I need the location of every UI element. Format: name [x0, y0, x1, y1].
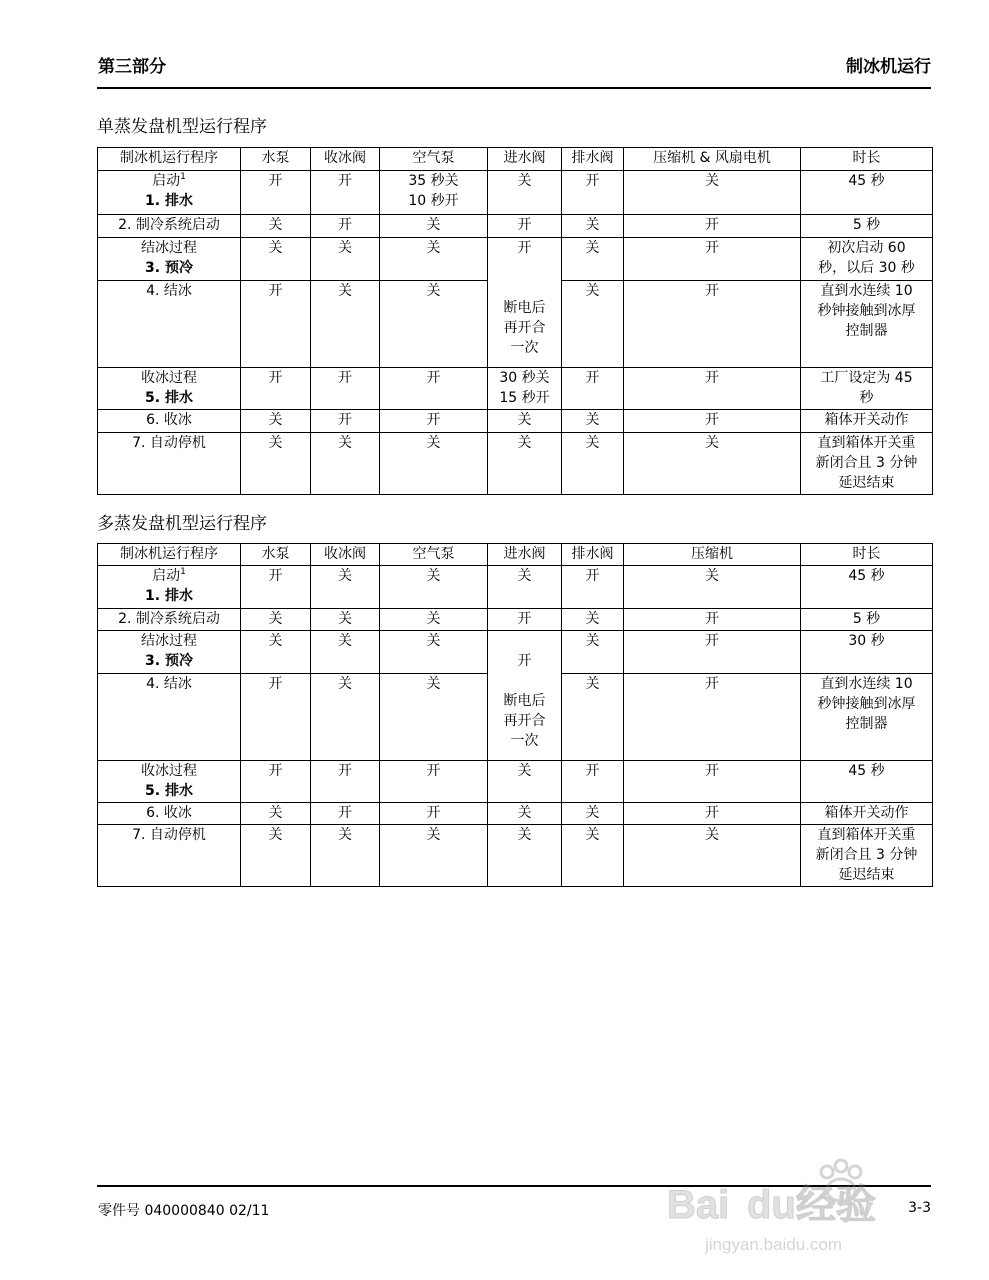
cell-line: 初次启动 60 — [827, 240, 906, 256]
cell: 关 — [311, 609, 380, 631]
svg-text:du经验: du经验 — [747, 1183, 876, 1227]
cell: 关 — [311, 674, 380, 761]
cell-line: 秒，以后 30 秒 — [818, 260, 915, 276]
cell — [488, 238, 562, 368]
cell: 关 — [562, 410, 624, 433]
cell — [488, 631, 562, 761]
cell-line: 直到箱体开关重 — [817, 435, 916, 451]
cell: 关 — [311, 433, 380, 495]
cell-line: 秒钟接触到冰厚 — [817, 696, 916, 712]
col-header: 水泵 — [241, 148, 311, 171]
step-cell — [98, 631, 241, 674]
cell: 开 — [241, 674, 311, 761]
cell: 关 — [488, 803, 562, 825]
cell: 45 秒 — [801, 566, 933, 609]
table1-title: 单蒸发盘机型运行程序 — [97, 117, 267, 137]
baidu-watermark-logo — [657, 1152, 927, 1262]
cell: 开 — [311, 803, 380, 825]
cell: 关 — [241, 631, 311, 674]
col-header: 压缩机 — [624, 544, 801, 566]
col-header: 水泵 — [241, 544, 311, 566]
cell: 开 — [562, 368, 624, 410]
step-cell: 2. 制冷系统启动 — [98, 609, 241, 631]
part-number: 零件号 040000840 02/11 — [98, 1203, 270, 1219]
table-header-row — [98, 544, 933, 566]
cell: 关 — [488, 433, 562, 495]
cell-line: 控制器 — [845, 716, 888, 732]
table-row — [98, 631, 933, 674]
col-header: 制冰机运行程序 — [98, 544, 241, 566]
step-cell: 7. 自动停机 — [98, 433, 241, 495]
step-name: 收冰过程 — [141, 370, 197, 386]
step-cell — [98, 238, 241, 281]
col-header: 收冰阀 — [311, 544, 380, 566]
cell: 关 — [380, 674, 488, 761]
cell-line: 10 秒开 — [408, 193, 459, 209]
cell-line: 15 秒开 — [499, 390, 550, 406]
multi-evaporator-table — [97, 543, 933, 887]
cell: 开 — [624, 631, 801, 674]
col-header: 制冰机运行程序 — [98, 148, 241, 171]
cell: 开 — [624, 803, 801, 825]
cell-line: 新闭合且 3 分钟 — [815, 847, 918, 863]
cell: 开 — [311, 171, 380, 215]
footnote-marker: 1 — [180, 172, 186, 182]
cell: 关 — [488, 566, 562, 609]
cell: 关 — [241, 803, 311, 825]
cell: 关 — [488, 825, 562, 887]
cell-line: 30 秒关 — [499, 370, 550, 386]
cell: 45 秒 — [801, 171, 933, 215]
cell: 关 — [380, 609, 488, 631]
cell-line: 直到水连续 10 — [820, 676, 913, 692]
cell-line: 延迟结束 — [838, 475, 895, 491]
cell: 关 — [562, 631, 624, 674]
table-row — [98, 609, 933, 631]
cell-line: 秒钟接触到冰厚 — [817, 303, 916, 319]
cell: 开 — [624, 281, 801, 368]
step-sub: 3. 预冷 — [145, 260, 193, 276]
step-cell — [98, 368, 241, 410]
page-number: 3-3 — [908, 1200, 931, 1216]
cell: 开 — [380, 803, 488, 825]
cell: 关 — [311, 281, 380, 368]
cell — [801, 281, 933, 368]
cell: 关 — [488, 410, 562, 433]
cell: 关 — [624, 566, 801, 609]
cell: 关 — [241, 410, 311, 433]
cell: 关 — [562, 803, 624, 825]
col-header: 进水阀 — [488, 544, 562, 566]
step-cell — [98, 761, 241, 803]
cell: 开 — [311, 215, 380, 238]
cell: 关 — [241, 433, 311, 495]
cell-line: 直到水连续 10 — [820, 283, 913, 299]
cell-line: 一次 — [510, 340, 539, 356]
cell: 关 — [380, 825, 488, 887]
cell: 关 — [562, 215, 624, 238]
cell: 开 — [624, 609, 801, 631]
cell: 开 — [624, 674, 801, 761]
step-cell: 2. 制冷系统启动 — [98, 215, 241, 238]
cell — [801, 825, 933, 887]
cell-line: 直到箱体开关重 — [817, 827, 916, 843]
cell: 关 — [241, 609, 311, 631]
cell: 关 — [380, 281, 488, 368]
cell: 5 秒 — [801, 215, 933, 238]
cell: 开 — [241, 761, 311, 803]
cell: 关 — [380, 631, 488, 674]
table-row — [98, 566, 933, 609]
cell: 关 — [488, 171, 562, 215]
svg-text:jingyan.baidu.com: jingyan.baidu.com — [705, 1235, 843, 1254]
cell-line: 工厂设定为 45 — [820, 370, 913, 386]
step-sub: 5. 排水 — [145, 390, 193, 406]
cell: 开 — [380, 368, 488, 410]
step-name: 结冰过程 — [141, 240, 197, 256]
step-name: 启动 — [152, 568, 181, 584]
cell: 开 — [624, 368, 801, 410]
cell — [801, 433, 933, 495]
cell: 关 — [488, 761, 562, 803]
cell: 开 — [562, 171, 624, 215]
col-header: 空气泵 — [380, 544, 488, 566]
cell: 关 — [241, 825, 311, 887]
cell-line: 一次 — [510, 733, 539, 749]
cell: 关 — [624, 171, 801, 215]
cell: 关 — [562, 433, 624, 495]
cell — [488, 368, 562, 410]
cell-line: 开 — [517, 240, 532, 256]
cell: 关 — [562, 825, 624, 887]
cell: 关 — [624, 825, 801, 887]
cell-line: 开 — [517, 653, 532, 669]
cell — [380, 171, 488, 215]
cell: 关 — [380, 238, 488, 281]
cell: 开 — [380, 761, 488, 803]
col-header: 时长 — [801, 148, 933, 171]
cell: 关 — [380, 566, 488, 609]
step-cell — [98, 171, 241, 215]
footnote-marker: 1 — [180, 567, 186, 577]
cell: 关 — [311, 238, 380, 281]
table-row — [98, 171, 933, 215]
step-cell: 4. 结冰 — [98, 674, 241, 761]
cell: 关 — [241, 238, 311, 281]
step-sub: 3. 预冷 — [145, 653, 193, 669]
cell: 关 — [311, 631, 380, 674]
step-sub: 1. 排水 — [145, 588, 193, 604]
table-row — [98, 410, 933, 433]
single-evaporator-table — [97, 147, 933, 495]
cell: 5 秒 — [801, 609, 933, 631]
cell: 开 — [624, 410, 801, 433]
col-header: 压缩机 & 风扇电机 — [624, 148, 801, 171]
chapter-title: 制冰机运行 — [846, 57, 931, 77]
cell: 关 — [311, 566, 380, 609]
cell: 开 — [488, 215, 562, 238]
cell: 开 — [624, 215, 801, 238]
table-row — [98, 761, 933, 803]
cell: 开 — [624, 238, 801, 281]
cell: 箱体开关动作 — [801, 410, 933, 433]
cell — [801, 368, 933, 410]
cell: 关 — [562, 238, 624, 281]
table-row — [98, 368, 933, 410]
cell-line: 新闭合且 3 分钟 — [815, 455, 918, 471]
table2-title: 多蒸发盘机型运行程序 — [97, 514, 267, 534]
step-sub: 1. 排水 — [145, 193, 193, 209]
step-cell: 6. 收冰 — [98, 803, 241, 825]
table-row — [98, 433, 933, 495]
cell-line: 再开合 — [503, 713, 546, 729]
cell — [801, 674, 933, 761]
cell: 开 — [562, 761, 624, 803]
table-row — [98, 238, 933, 281]
cell: 45 秒 — [801, 761, 933, 803]
step-name: 启动 — [152, 173, 181, 189]
cell: 开 — [241, 368, 311, 410]
cell: 开 — [488, 609, 562, 631]
cell: 开 — [241, 566, 311, 609]
cell: 关 — [380, 215, 488, 238]
cell: 开 — [241, 171, 311, 215]
cell-line: 断电后 — [503, 300, 546, 316]
step-cell — [98, 566, 241, 609]
cell: 开 — [624, 761, 801, 803]
col-header: 空气泵 — [380, 148, 488, 171]
svg-text:Bai: Bai — [667, 1183, 730, 1227]
col-header: 收冰阀 — [311, 148, 380, 171]
step-name: 收冰过程 — [141, 763, 197, 779]
cell: 30 秒 — [801, 631, 933, 674]
cell: 关 — [241, 215, 311, 238]
step-cell: 7. 自动停机 — [98, 825, 241, 887]
cell-line: 秒 — [859, 390, 874, 406]
cell-line: 断电后 — [503, 693, 546, 709]
step-sub: 5. 排水 — [145, 783, 193, 799]
step-name: 结冰过程 — [141, 633, 197, 649]
cell: 关 — [624, 433, 801, 495]
cell: 关 — [562, 281, 624, 368]
cell — [801, 238, 933, 281]
col-header: 进水阀 — [488, 148, 562, 171]
col-header: 排水阀 — [562, 544, 624, 566]
cell-line: 再开合 — [503, 320, 546, 336]
col-header: 排水阀 — [562, 148, 624, 171]
cell: 关 — [562, 674, 624, 761]
step-cell: 6. 收冰 — [98, 410, 241, 433]
table-header-row — [98, 148, 933, 171]
cell: 关 — [562, 609, 624, 631]
cell: 开 — [311, 368, 380, 410]
cell-line: 延迟结束 — [838, 867, 895, 883]
step-cell: 4. 结冰 — [98, 281, 241, 368]
cell: 开 — [380, 410, 488, 433]
header-rule — [97, 87, 931, 89]
cell: 开 — [241, 281, 311, 368]
table-row — [98, 825, 933, 887]
cell: 开 — [311, 410, 380, 433]
table-row — [98, 215, 933, 238]
col-header: 时长 — [801, 544, 933, 566]
cell-line: 控制器 — [845, 323, 888, 339]
cell: 关 — [311, 825, 380, 887]
cell: 开 — [311, 761, 380, 803]
table-row — [98, 803, 933, 825]
cell-line: 35 秒关 — [408, 173, 459, 189]
cell: 关 — [380, 433, 488, 495]
cell: 箱体开关动作 — [801, 803, 933, 825]
section-label: 第三部分 — [98, 57, 166, 77]
cell: 开 — [562, 566, 624, 609]
